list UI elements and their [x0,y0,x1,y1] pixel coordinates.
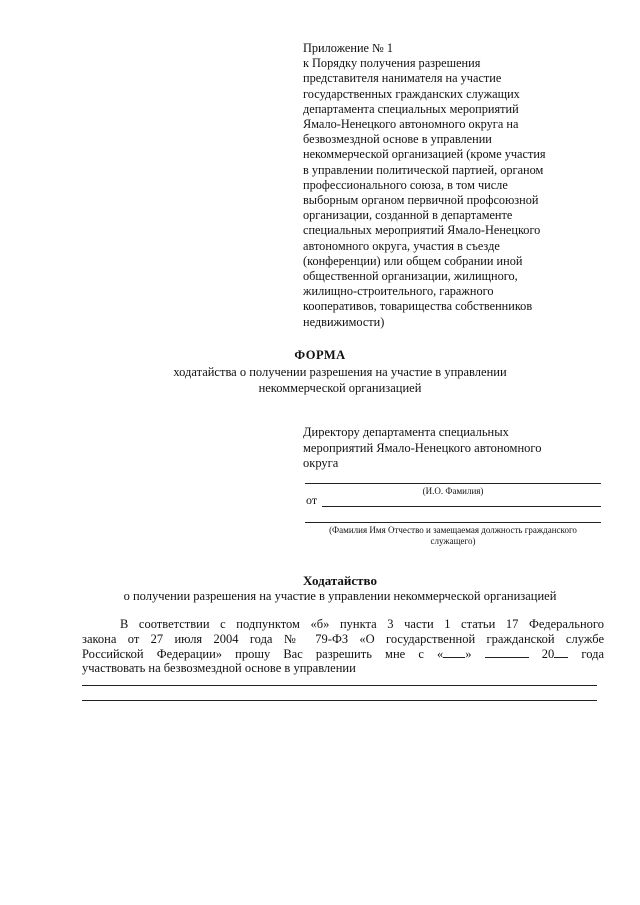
appendix-line: общественной организации, жилищного, [303,269,518,284]
date-prefix: Российской Федерации» прошу Вас разрешить мне с « [82,646,444,661]
year-blank[interactable] [554,647,568,658]
form-subtitle-line: некоммерческой организацией [258,380,422,395]
year-suffix: года [581,646,605,661]
director-name-line [305,483,601,484]
sender-caption-line: служащего) [430,536,476,546]
addressee-line: мероприятий Ямало-Ненецкого автономного [303,440,542,455]
appendix-line: представителя нанимателя на участие [303,71,502,86]
appendix-line: к Порядку получения разрешения [303,56,481,71]
addressee-line: округа [303,456,339,470]
sender-caption-line: (Фамилия Имя Отчество и замещаемая должность гражданского [329,525,577,535]
petition-subtitle: о получении разрешения на участие в управлении некоммерческой организацией [123,589,557,603]
sender-caption [300,525,606,547]
director-name-caption: (И.О. Фамилия) [422,486,484,496]
appendix-line: Приложение № 1 [303,41,394,55]
from-label: от [306,493,318,507]
appendix-line: департамента специальных мероприятий [303,101,519,116]
appendix-block [303,41,623,330]
form-subtitle-line: ходатайства о получении разрешения на участие в управлении [173,365,507,379]
addressee-block [303,425,603,472]
year-prefix: 20 [541,646,555,661]
appendix-line: в управлении политической партией, органом [303,162,544,177]
day-blank[interactable] [443,647,465,658]
organization-line-1[interactable] [82,685,597,686]
appendix-line: некоммерческой организацией (кроме участия [303,147,546,162]
appendix-line: автономного округа, участия в съезде [303,238,500,253]
appendix-line: государственных гражданских служащих [303,86,520,101]
body-line-date [82,647,604,662]
appendix-line: организации, созданной в департаменте [303,208,513,223]
petition-title: Ходатайство [303,573,377,588]
form-subtitle [0,365,640,396]
body-line: участвовать на безвозмездной основе в управлении [82,661,356,676]
appendix-line: профессионального союза, в том числе [303,177,508,192]
addressee-line: Директору департамента специальных [303,425,509,439]
appendix-line: жилищно-строительного, гаражного [303,284,494,299]
appendix-line: специальных мероприятий Ямало-Ненецкого [303,223,541,238]
sender-line-1 [322,506,601,507]
petition-body [82,617,604,676]
month-blank[interactable] [485,647,529,658]
appendix-line: выборным органом первичной профсоюзной [303,193,539,208]
appendix-line: недвижимости) [303,314,385,329]
appendix-line: (конференции) или общем собрании иной [303,253,523,268]
body-line: закона от 27 июля 2004 года № 79-ФЗ «О государственной гражданской службе [82,631,604,646]
appendix-line: Ямало-Ненецкого автономного округа на [303,117,519,132]
organization-line-2[interactable] [82,700,597,701]
body-line: В соответствии с подпунктом «б» пункта 3 части 1 статьи 17 Федерального [120,617,604,631]
sender-line-2 [305,522,601,523]
date-quote-close: » [465,646,472,661]
appendix-line: безвозмездной основе в управлении [303,132,492,147]
appendix-line: кооперативов, товарищества собственников [303,299,533,314]
form-title: ФОРМА [294,348,346,362]
